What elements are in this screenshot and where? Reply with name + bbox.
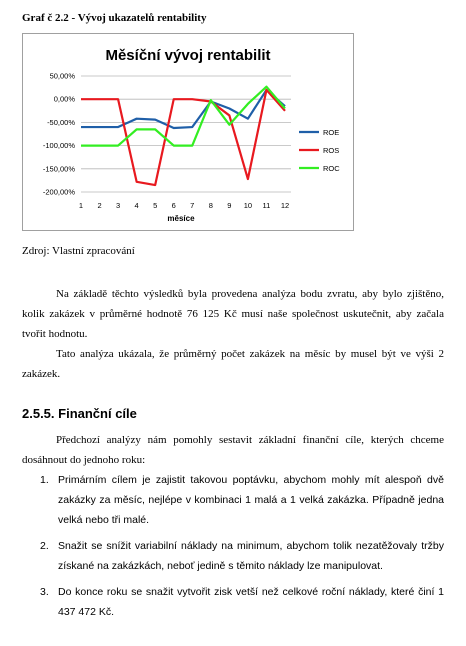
y-tick-label: -100,00% xyxy=(42,141,75,151)
list-item-number: 1. xyxy=(40,474,49,486)
x-tick-label: 10 xyxy=(243,201,253,210)
series-line-roc xyxy=(81,87,285,146)
x-tick-label: 11 xyxy=(262,201,271,210)
paragraph-average-orders: Tato analýza ukázala, že průměrný počet zakázek na měsíc by musel být ve výši 2 zakázek. xyxy=(22,348,444,380)
legend-entry: ROE xyxy=(323,128,340,137)
list-item-text: Do konce roku se snažit vytvořit zisk vetší než celkové roční náklady, které činí 1 437 472 Kč. xyxy=(58,586,444,618)
list-item-text: Primárním cílem je zajistit takovou poptávku, abychom mohly mít alespoň dvě zakázky za měsíc, nejlépe v kombinaci 1 malá a 1 velká zakázka. Případně jedna velká nebo tři malé. xyxy=(58,474,444,526)
x-tick-label: 8 xyxy=(208,201,213,210)
series-line-ros xyxy=(81,90,285,185)
chart-svg xyxy=(23,34,353,230)
chart-series xyxy=(81,87,285,185)
paragraph-goals-intro: Předchozí analýzy nám pomohly sestavit základní finanční cíle, kterých chceme dosáhnout do jednoho roku: xyxy=(22,434,444,466)
paragraph-break-even: Na základě těchto výsledků byla provedena analýza bodu zvratu, aby bylo zjištěno, kolik zakázek v průměrné hodnotě 76 125 Kč musí naše společnost uskutečnit, aby začala tvořit hodnotu. xyxy=(22,288,444,340)
x-tick-label: 2 xyxy=(97,201,102,210)
section-heading: 2.5.5. Finanční cíle xyxy=(22,406,137,421)
y-axis-ticks xyxy=(43,72,75,197)
figure-caption: Graf č 2.2 - Vývoj ukazatelů rentability xyxy=(22,12,207,24)
chart-legend xyxy=(299,128,340,173)
x-tick-label: 6 xyxy=(171,201,176,210)
list-item xyxy=(22,536,444,576)
list-item-text: Snažit se snížit variabilní náklady na minimum, abychom tolik nezatěžovaly tržby získané na zakázkách, neboť jedině s těmito náklady lze manipulovat. xyxy=(58,540,444,572)
y-tick-label: -200,00% xyxy=(42,187,75,197)
y-tick-label: 0,00% xyxy=(53,94,75,104)
list-item-number: 3. xyxy=(40,586,49,598)
figure-source: Zdroj: Vlastní zpracování xyxy=(22,245,135,257)
x-tick-label: 1 xyxy=(78,201,84,210)
x-tick-label: 5 xyxy=(153,201,158,210)
y-tick-label: 50,00% xyxy=(49,71,75,81)
list-item-number: 2. xyxy=(40,540,49,552)
x-tick-label: 4 xyxy=(134,201,139,210)
legend-entry: ROS xyxy=(323,146,340,155)
x-tick-label: 12 xyxy=(280,201,290,210)
x-tick-label: 7 xyxy=(190,201,195,210)
x-tick-label: 3 xyxy=(116,201,121,210)
legend-entry: ROC xyxy=(323,164,340,173)
list-item xyxy=(22,470,444,530)
list-item xyxy=(22,582,444,622)
x-axis-ticks xyxy=(79,201,289,210)
x-tick-label: 9 xyxy=(227,201,232,210)
y-tick-label: -150,00% xyxy=(42,164,75,174)
goals-list xyxy=(22,470,444,628)
chart-title: Měsíční vývoj rentabilit xyxy=(105,47,271,64)
line-chart xyxy=(22,33,354,231)
y-tick-label: -50,00% xyxy=(47,117,75,127)
x-axis-label: měsíce xyxy=(167,214,195,223)
